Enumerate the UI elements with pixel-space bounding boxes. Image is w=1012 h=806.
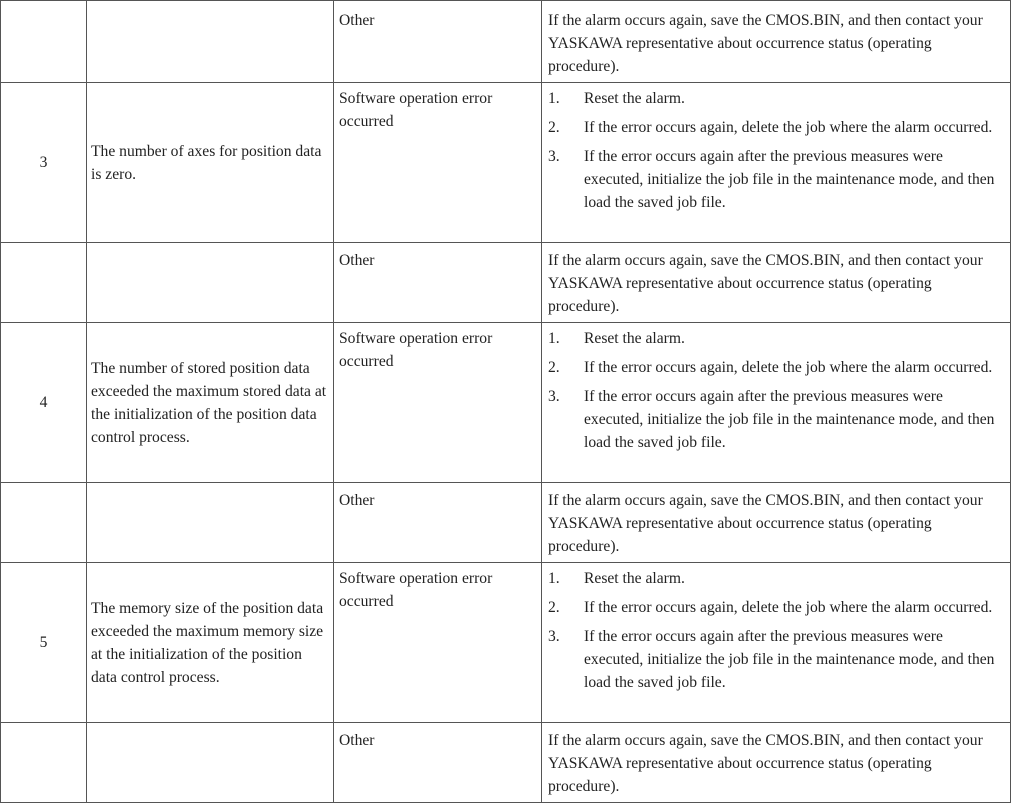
cause-cell: Software operation error occurred <box>334 83 542 243</box>
remedy-steps-list <box>548 87 1004 214</box>
step-number: 3. <box>548 148 560 165</box>
remedy-step <box>548 145 1004 214</box>
remedy-step <box>548 356 1004 379</box>
description-cell <box>87 723 334 803</box>
step-text: If the error occurs again after the previous measures were executed, initialize the job file in the maintenance mode, and then load the saved job file. <box>584 628 995 691</box>
step-number: 2. <box>548 119 560 136</box>
remedy-cell: If the alarm occurs again, save the CMOS.BIN, and then contact your YASKAWA representative about occurrence status (operating procedure). <box>542 1 1011 83</box>
step-text: If the error occurs again, delete the job where the alarm occurred. <box>584 119 993 136</box>
remedy-cell: If the alarm occurs again, save the CMOS.BIN, and then contact your YASKAWA representative about occurrence status (operating procedure). <box>542 243 1011 323</box>
cause-cell: Software operation error occurred <box>334 323 542 483</box>
remedy-step <box>548 87 1004 110</box>
alarm-sub-code-cell: 5 <box>1 563 87 723</box>
alarm-sub-code-cell <box>1 243 87 323</box>
step-number: 1. <box>548 90 560 107</box>
remedy-step <box>548 625 1004 694</box>
remedy-cell <box>542 83 1011 243</box>
step-text: If the error occurs again after the previous measures were executed, initialize the job file in the maintenance mode, and then load the saved job file. <box>584 388 995 451</box>
alarm-sub-code-cell <box>1 1 87 83</box>
step-text: If the error occurs again, delete the job where the alarm occurred. <box>584 599 993 616</box>
remedy-cell: If the alarm occurs again, save the CMOS.BIN, and then contact your YASKAWA representative about occurrence status (operating procedure). <box>542 483 1011 563</box>
alarm-sub-code-cell <box>1 483 87 563</box>
remedy-steps-list <box>548 567 1004 694</box>
table-row <box>1 83 1011 243</box>
remedy-step <box>548 385 1004 454</box>
table-row <box>1 483 1011 563</box>
remedy-cell <box>542 323 1011 483</box>
table-row <box>1 323 1011 483</box>
table-row <box>1 1 1011 83</box>
step-number: 1. <box>548 330 560 347</box>
description-cell <box>87 243 334 323</box>
alarm-sub-code-cell: 3 <box>1 83 87 243</box>
remedy-step <box>548 567 1004 590</box>
remedy-step <box>548 596 1004 619</box>
step-text: If the error occurs again, delete the job where the alarm occurred. <box>584 359 993 376</box>
step-number: 2. <box>548 599 560 616</box>
step-number: 2. <box>548 359 560 376</box>
step-text: If the error occurs again after the previous measures were executed, initialize the job file in the maintenance mode, and then load the saved job file. <box>584 148 995 211</box>
description-cell: The number of axes for position data is zero. <box>87 83 334 243</box>
remedy-cell <box>542 563 1011 723</box>
remedy-step <box>548 327 1004 350</box>
alarm-sub-code-cell: 4 <box>1 323 87 483</box>
step-number: 3. <box>548 628 560 645</box>
description-cell: The memory size of the position data exceeded the maximum memory size at the initialization of the position data control process. <box>87 563 334 723</box>
step-text: Reset the alarm. <box>584 90 685 107</box>
cause-cell: Other <box>334 483 542 563</box>
remedy-steps-list <box>548 327 1004 454</box>
step-text: Reset the alarm. <box>584 330 685 347</box>
remedy-step <box>548 116 1004 139</box>
table-row <box>1 243 1011 323</box>
cause-cell: Other <box>334 1 542 83</box>
description-cell <box>87 1 334 83</box>
step-number: 1. <box>548 570 560 587</box>
table-row <box>1 723 1011 803</box>
table-row <box>1 563 1011 723</box>
description-cell: The number of stored position data exceeded the maximum stored data at the initialization of the position data control process. <box>87 323 334 483</box>
alarm-sub-code-cell <box>1 723 87 803</box>
step-number: 3. <box>548 388 560 405</box>
cause-cell: Other <box>334 723 542 803</box>
remedy-cell: If the alarm occurs again, save the CMOS.BIN, and then contact your YASKAWA representative about occurrence status (operating procedure). <box>542 723 1011 803</box>
cause-cell: Other <box>334 243 542 323</box>
step-text: Reset the alarm. <box>584 570 685 587</box>
description-cell <box>87 483 334 563</box>
cause-cell: Software operation error occurred <box>334 563 542 723</box>
